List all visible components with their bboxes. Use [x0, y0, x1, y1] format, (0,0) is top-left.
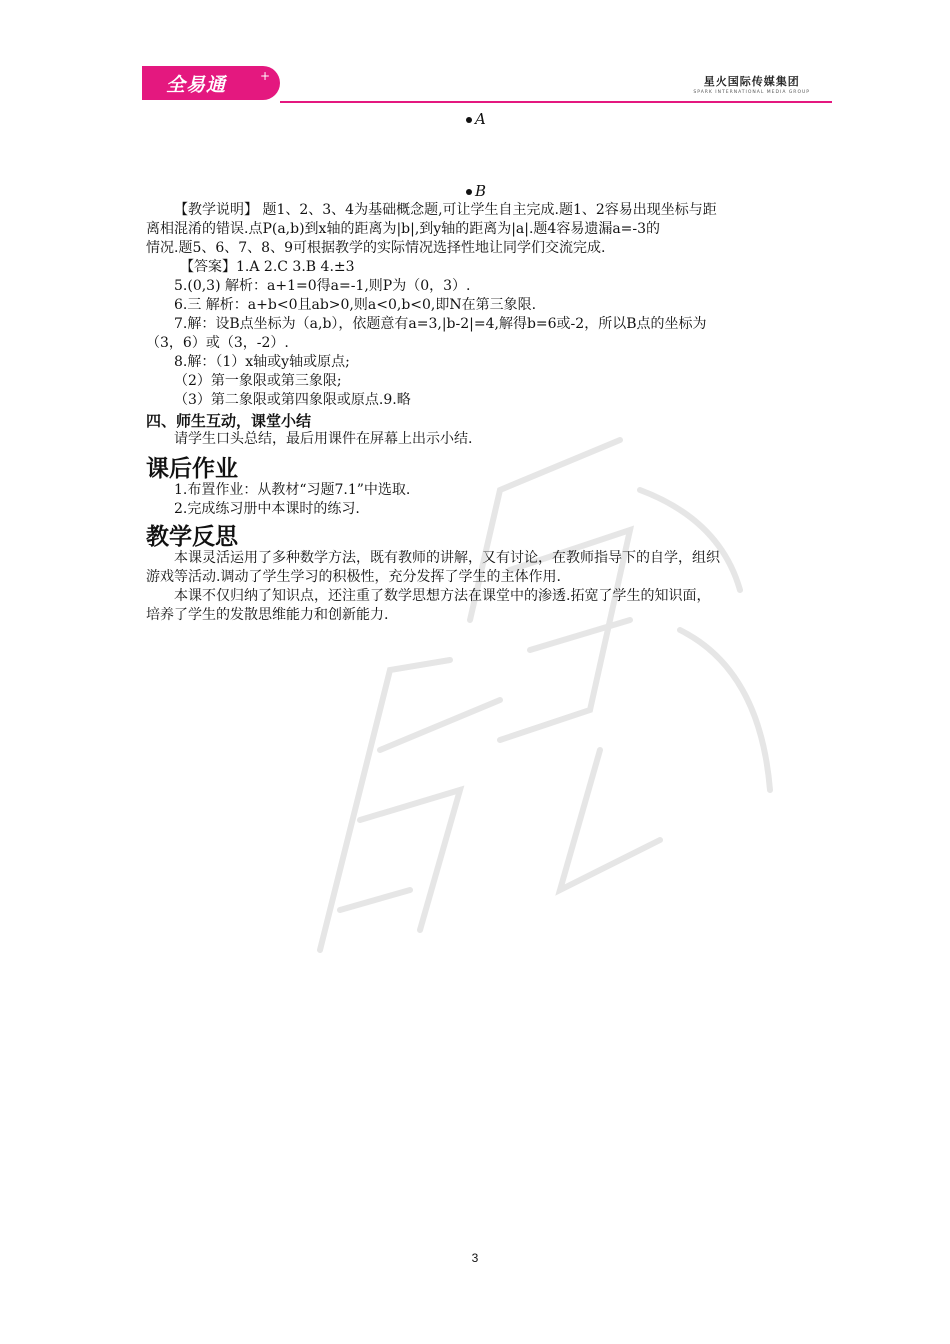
reflection-p2-line-1: 本课不仅归纳了知识点，还注重了数学思想方法在课堂中的渗透.拓宽了学生的知识面，: [174, 588, 711, 604]
answer-line: 【答案】1.A 2.C 3.B 4.±3: [180, 259, 355, 275]
publisher-english-name: SPARK INTERNATIONAL MEDIA GROUP: [693, 90, 810, 95]
answer-5: 5.(0,3) 解析：a+1=0得a=-1,则P为（0，3）.: [174, 278, 471, 294]
explain-line-2: 离相混淆的错误.点P(a,b)到x轴的距离为|b|,到y轴的距离为|a|.题4容易遗漏a=-3的: [146, 221, 661, 237]
explain-line-3: 情况.题5、6、7、8、9可根据教学的实际情况选择性地让同学们交流完成.: [146, 240, 606, 256]
header-rule: [280, 101, 832, 103]
point-a-label: A: [475, 110, 486, 128]
publisher-name: 星火国际传媒集团: [703, 75, 800, 88]
answer-7-line-2: （3，6）或（3，-2）.: [146, 335, 289, 351]
answer-8-line-1: 8.解：（1）x轴或y轴或原点;: [174, 354, 350, 370]
reflection-p2-line-2: 培养了学生的发散思维能力和创新能力.: [146, 607, 389, 623]
page-number: 3: [471, 1251, 479, 1265]
section-4-title: 四、师生互动，课堂小结: [146, 412, 312, 430]
homework-item-1: 1.布置作业：从教材“习题7.1”中选取.: [174, 482, 411, 498]
homework-title: 课后作业: [146, 456, 238, 482]
point-dot-icon: [466, 189, 472, 195]
publisher-mark: [693, 73, 810, 95]
point-b: [466, 182, 486, 200]
logo-star-icon: +: [260, 69, 271, 83]
answer-8-line-3: （3）第二象限或第四象限或原点.9.略: [174, 392, 411, 408]
reflection-p1-line-2: 游戏等活动.调动了学生学习的积极性，充分发挥了学生的主体作用.: [146, 569, 561, 585]
logo-text: 全易通: [166, 74, 227, 96]
homework-item-2: 2.完成练习册中本课时的练习.: [174, 501, 360, 517]
explain-line-1: 【教学说明】 题1、2、3、4为基础概念题,可让学生自主完成.题1、2容易出现坐标与距: [174, 202, 717, 218]
reflection-p1-line-1: 本课灵活运用了多种数学方法，既有教师的讲解，又有讨论，在教师指导下的自学，组织: [174, 550, 720, 566]
brand-logo: [142, 66, 280, 100]
point-b-label: B: [475, 182, 487, 200]
answer-8-line-2: （2）第一象限或第三象限;: [174, 373, 342, 389]
point-dot-icon: [466, 117, 472, 123]
reflection-title: 教学反思: [146, 524, 238, 550]
watermark-logo: [300, 370, 800, 970]
answer-6: 6.三 解析：a+b<0且ab>0,则a<0,b<0,即N在第三象限.: [174, 297, 537, 313]
page-header: [142, 66, 832, 104]
answer-7-line-1: 7.解：设B点坐标为（a,b），依题意有a=3,|b-2|=4,解得b=6或-2，所以B点的坐标为: [174, 316, 707, 332]
point-a: [466, 110, 486, 128]
section-4-text: 请学生口头总结，最后用课件在屏幕上出示小结.: [174, 431, 473, 447]
